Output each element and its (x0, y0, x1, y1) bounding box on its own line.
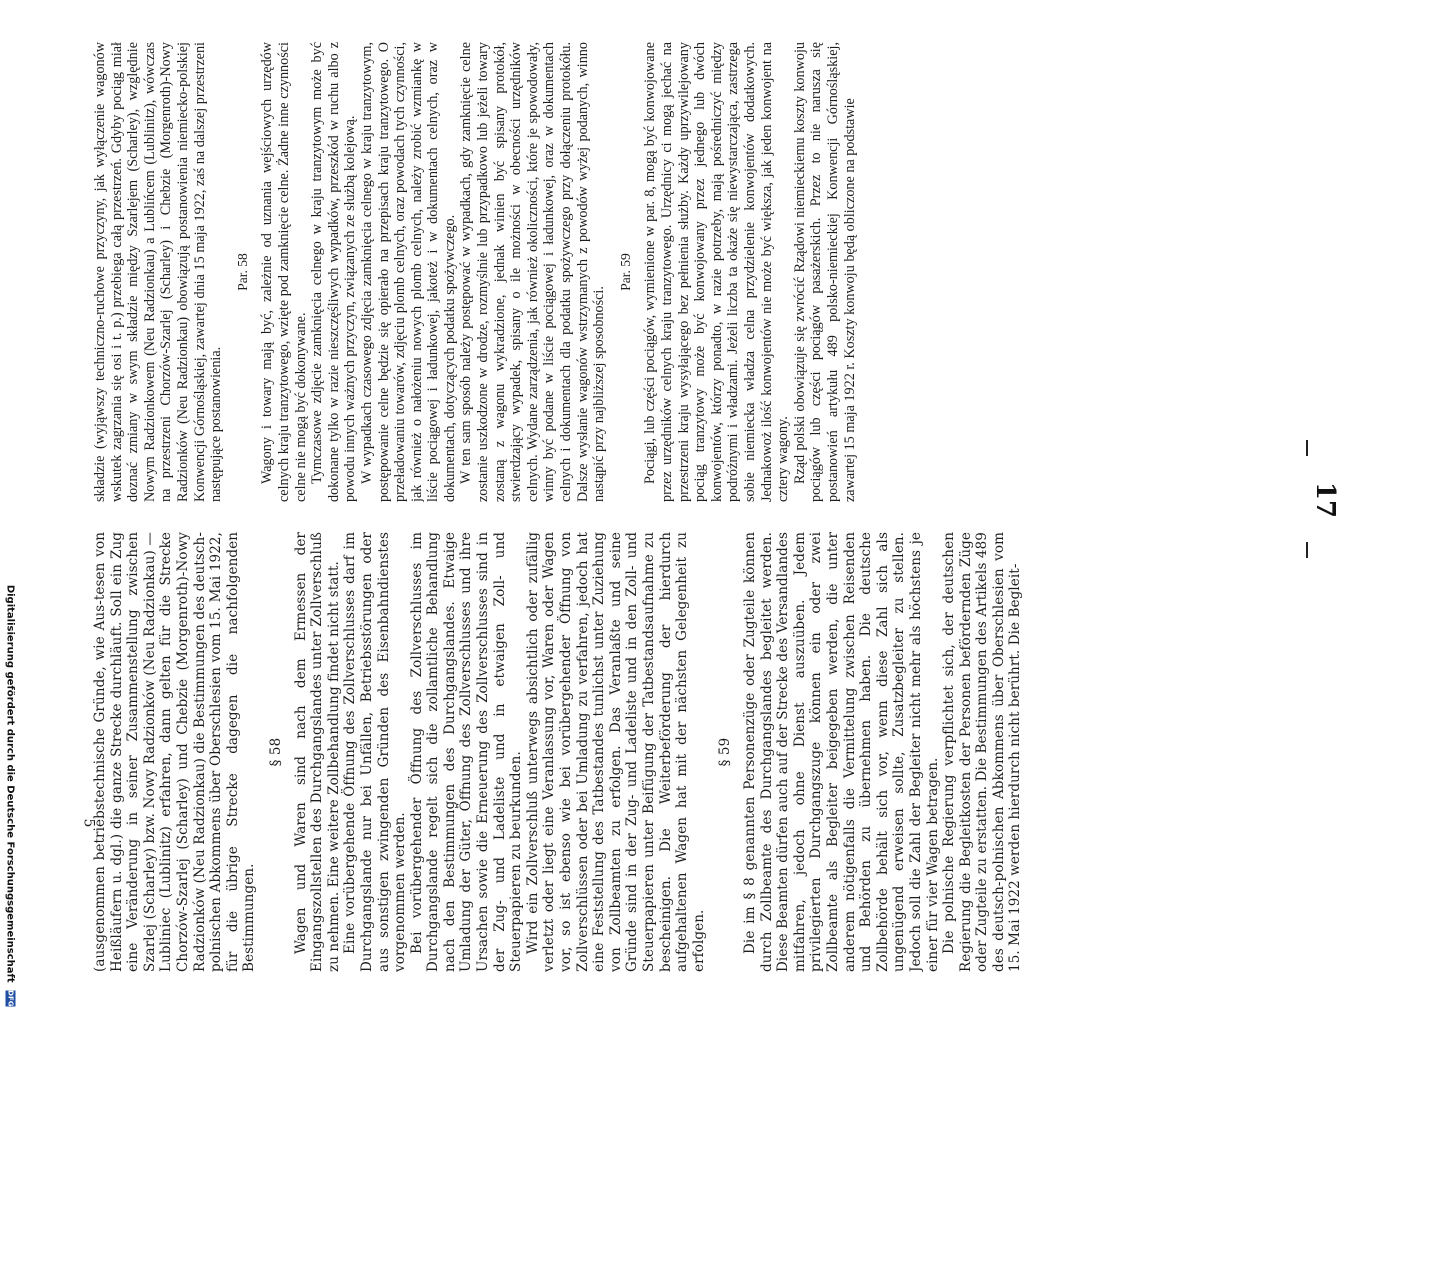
sheet-number: 5 (80, 818, 97, 828)
polish-paragraph-6: Pociągi, lub części pociągów, wymienione w par. 8, mogą być konwojowane przez urzędników celnych kraju tranzytowego. Urzędnicy ci mogą jechać na przestrzeni kraju wysyłającego bez pełnienia służby. Każdy uprzywilejowany pociąg tranzytowy może być konwojowany przez jednego lub dwóch konwojentów, którzy ponadto, w razie potrzeby, mają pośredniczyć między podróżnymi i władzami. Jeżeli liczba ta okaże się niewystarczająca, zastrzega sobie niemiecka władza celna przydzielenie konwojentów dodatkowych. Jednakowoż ilość konwojentów nie może być większa, jak jeden konwojent na cztery wagony. (642, 42, 792, 502)
german-paragraph-2: Wagen und Waren sind nach dem Ermessen der Eingangszollstellen des Durchgangslandes unter Zollverschluß zu nehmen. Eine weitere Zollbehandlung findet nicht statt. (292, 532, 342, 972)
digitization-credit (5, 316, 16, 1276)
polish-section-59-heading: Par. 59 (617, 253, 633, 291)
polish-paragraph-2: Wagony i towary mają być, zależnie od uznania wejściowych urzędów celnych kraju tranzytowego, wzięte pod zamknięcie celne. Żadne inne czynności celne nie mogą być dokonywane. (259, 42, 309, 502)
credit-text: Digitalisierung gefördert durch die Deutsche Forschungsgemeinschaft (4, 584, 16, 983)
german-text-column (92, 532, 1322, 972)
polish-text-column (92, 42, 1322, 502)
polish-paragraph-5: W ten sam sposób należy postępować w wypadkach, gdy zamknięcie celne zostanie uszkodzone w drodze, rozmyślnie lub przypadkowo lub jeżeli towary zostaną z wagonu wykradzione, jednak winien być spisany protokół, stwierdzający wypadek, spisany o ile możności w obecności urzędników celnych. Wydane zarządzenia, jak również okoliczności, które je spowodowały, winny być podane w liście pociągowej i ładunkowej, oraz w dokumentach celnych i dokumentach dla podatku spożywczego przy dołączeniu protokółu. Dalsze wysłanie wagonów wstrzymanych z powodów wyżej podanych, winno nastąpić przy najbliższej sposobności. (458, 42, 608, 502)
header-dash-top (1306, 440, 1308, 456)
page-number-header (1280, 480, 1340, 520)
polish-paragraph-1: składzie (wyjąwszy techniczno-ruchowe przyczyny, jak wyłączenie wagonów wskutek zagrzania się osi i t. p.) przebiega całą przestrzeń. Gdyby pociąg miał doznać zmiany w swym składzie między Szarlejem (Scharley), względnie Nowym Radzionkowem (Neu Radzionkau) a Lublińcem (Lublinitz), wówczas na przestrzeni Chorzów-Szarlej (Scharley) i Chebzie (Morgenroth)-Nowy Radzionków (Neu Radzionkau) obowiązują postanowienia niemiecko-polskiej Konwencji Górnośląskiej, zawartej dnia 15 maja 1922, zaś na dalszej przestrzeni następujące postanowienia. (92, 42, 225, 502)
polish-paragraph-4: W wypadkach czasowego zdjęcia zamknięcia celnego w kraju tranzytowym, postępowanie celne będzie się opierało na przepisach kraju tranzytowego. O przeładowaniu towarów, zdjęciu plomb celnych, oraz powodach tych czynności, jak również o nałożeniu nowych plomb celnych, należy zrobić wzmiankę w liście pociągowej i ładunkowej, jakoteż i w dokumentach celnych, oraz w dokumentach, dotyczących podatku spożywczego. (358, 42, 458, 502)
dfg-logo: DFG (6, 990, 15, 1007)
german-paragraph-4: Bei vorübergehender Öffnung des Zollverschlusses im Durchgangslande regelt sich die zollamtliche Behandlung nach den Bestimmungen des Durchgangslandes. Etwaige Umladung der Güter, Öffnung des Zollverschlusses und ihre Ursachen sowie die Erneuerung des Zollverschlusses sind in der Zug- und Ladeliste und in etwaigen Zoll- und Steuerpapieren zu beurkunden. (408, 532, 525, 972)
german-section-59-heading: § 59 (717, 737, 734, 767)
page-number: 17 (1310, 481, 1340, 519)
german-section-58-heading: § 58 (267, 737, 284, 767)
polish-paragraph-7: Rząd polski obowiązuje się zwrócić Rządowi niemieckiemu koszty konwoju pociągów lub części pociągów pasażerskich. Przez to nie narusza się postanowień artykułu 489 polsko-niemieckiej Konwencji Górnośląskiej, zawartej 15 maja 1922 r. Koszty konwoju będą obliczone na podstawie (791, 42, 858, 502)
german-paragraph-6: Die im § 8 genannten Personenzüge oder Zugteile können durch Zollbeamte des Durchgangslandes begleitet werden. Diese Beamten dürfen auch auf der Strecke des Versandlandes mitfahren, jedoch ohne Dienst auszuüben. Jedem privilegierten Durchgangszuge können ein oder zwei Zollbeamte als Begleiter beigegeben werden, die unter anderem nötigenfalls die Vermittelung zwischen Reisenden und Behörden zu übernehmen haben. Die deutsche Zollbehörde behält sich vor, wenn diese Zahl sich als ungenügend erweisen sollte, Zusatzbegleiter zu stellen. Jedoch soll die Zahl der Begleiter nicht mehr als höchstens je einer für vier Wagen betragen. (741, 532, 941, 972)
header-dash-bottom (1306, 542, 1308, 558)
polish-section-58-heading: Par. 58 (234, 253, 250, 291)
german-paragraph-7: Die polnische Regierung verpflichtet sich, der deutschen Regierung die Begleitkosten der Personen befördernden Züge oder Zugteile zu erstatten. Die Bestimmungen des Artikels 489 des deutsch-polnischen Abkommens über Oberschlesien vom 15. Mai 1922 werden hierdurch nicht berührt. Die Begleit- (941, 532, 1024, 972)
polish-paragraph-3: Tymczasowe zdjęcie zamknięcia celnego w kraju tranzytowym może być dokonane tylko w razie nieszczęśliwych wypadków, przeszkód w ruchu albo z powodu innych ważnych przyczyn, związanych ze służbą kolejową. (309, 42, 359, 502)
german-paragraph-5: Wird ein Zollverschluß unterwegs absichtlich oder zufällig verletzt oder liegt eine Veranlassung vor, Waren oder Wagen vor, so ist ebenso wie bei vorübergehender Öffnung von Zollverschlüssen oder bei Umladung zu verfahren, jedoch hat eine Feststellung des Tatbestandes tunlichst unter Zuziehung von Zollbeamten zu erfolgen. Das Veranlaßte und seine Gründe sind in der Zug- und Ladeliste und in den Zoll- und Steuerpapieren unter Beifügung der Tatbestandsaufnahme zu bescheinigen. Die Weiterbeförderung der hierdurch aufgehaltenen Wagen hat mit der nächsten Gelegenheit zu erfolgen. (524, 532, 707, 972)
german-paragraph-1: (ausgenommen betriebstechnische Gründe, wie Aus-tesen von Heißläufern u. dgl.) die ganze Strecke durchläuft. Soll ein Zug eine Veränderung in seiner Zusammenstellung zwischen Szarlej (Scharley) bzw. Nowy Radzionków (Neu Radzionkau) — Lubliniec (Lublinitz) erfahren, dann gelten für die Strecke Chorzów-Szarlej (Scharley) und Chebzie (Morgenroth)-Nowy Radzionków (Neu Radzionkau) die Bestimmungen des deutsch-polnischen Abkommens über Oberschlesien vom 15. Mai 1922, für die übrige Strecke dagegen die nachfolgenden Bestimmungen. (92, 532, 258, 972)
german-paragraph-3: Eine vorübergehende Öffnung des Zollverschlusses darf im Durchgangslande nur bei Unfällen, Betriebsstörungen oder aus sonstigen zwingenden Gründen des Eisenbahndienstes vorgenommen werden. (342, 532, 409, 972)
